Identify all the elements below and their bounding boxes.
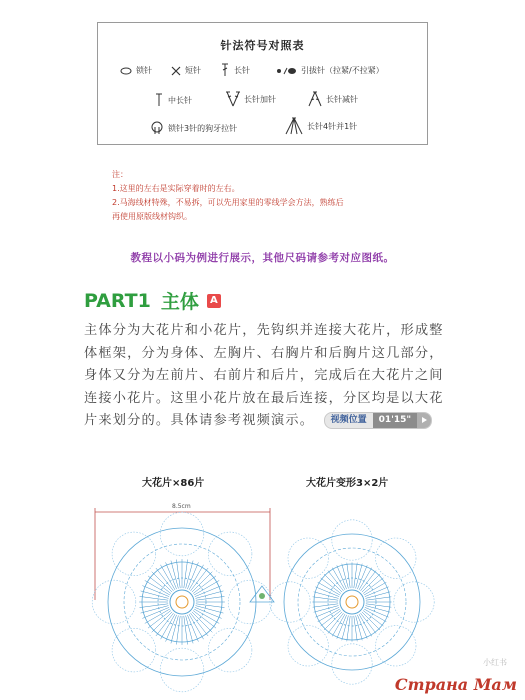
part-label: PART1 — [84, 289, 151, 312]
petal-arc — [376, 626, 416, 666]
stitch-spoke — [191, 568, 209, 591]
legend-dc-dec-label: 长针减针 — [326, 94, 358, 104]
stitch-spoke — [337, 615, 347, 639]
notes-block — [112, 168, 344, 224]
legend-chain-label: 锁针 — [136, 66, 152, 75]
legend-sc-label: 短针 — [185, 66, 201, 75]
legend-slip — [275, 65, 384, 76]
petal-arc — [92, 580, 136, 624]
stitch-spoke — [365, 587, 389, 597]
play-icon[interactable] — [417, 413, 431, 428]
petal-arc — [160, 648, 204, 692]
stitch-spoke — [365, 607, 389, 617]
figure-left-label: 大花片×86片 — [142, 478, 205, 489]
part-heading — [84, 287, 221, 314]
petal-arc — [160, 512, 204, 556]
dc-decrease-icon — [308, 91, 322, 107]
legend-picot-label: 锁针3针的狗牙拉针 — [168, 123, 238, 133]
notes-line-2: 2.马海线材特殊，不易拆，可以先用家里的零线学会方法，熟练后 — [112, 198, 344, 207]
watermark-small: 小红书 — [483, 658, 507, 667]
legend-hdc — [154, 93, 192, 107]
petal-arc — [332, 644, 372, 684]
stitch-spoke — [156, 613, 174, 636]
picot-icon — [150, 121, 164, 135]
legend-sc — [171, 65, 201, 76]
petal-arc — [332, 520, 372, 560]
paragraph-text: 主体分为大花片和小花片，先钩织并连接大花片，形成整体框架，分为身体、左胸片、右胸片和后胸片这几部分，身体又分为左前片、右前片和后片，完成后在大花片之间连接小花片。这里小花片放在最后连接，分区均是以大花片来划分的。具体请参考视频演示。 — [84, 323, 444, 428]
dimension-label: 8.5cm — [172, 503, 191, 510]
double-crochet-icon — [220, 63, 230, 77]
stitch-spoke — [357, 615, 367, 639]
stitch-spoke — [148, 576, 171, 594]
legend-hdc-label: 中长针 — [168, 95, 192, 105]
legend-dc-inc-label: 长针加针 — [244, 94, 276, 104]
legend-dc4tog — [285, 117, 357, 135]
stitch-spoke — [362, 574, 380, 592]
body-paragraph — [84, 320, 454, 433]
petal-arc — [288, 538, 328, 578]
stitch-legend-box — [97, 22, 428, 145]
single-crochet-icon — [171, 66, 181, 76]
stitch-spoke — [357, 565, 367, 589]
half-double-crochet-icon — [154, 93, 164, 107]
stitch-spoke — [324, 612, 342, 630]
stitch-spoke — [193, 576, 216, 594]
legend-dc4tog-label: 长针4针并1针 — [307, 121, 358, 131]
crochet-diagrams — [0, 490, 525, 700]
stitch-spoke — [324, 574, 342, 592]
slip-stitch-icon — [275, 67, 297, 75]
tutorial-subtitle: 教程以小码为例进行展示，其他尺码请参考对应图纸。 — [130, 252, 395, 264]
dc-increase-icon — [226, 91, 240, 107]
legend-chain — [120, 65, 152, 76]
legend-dc-inc — [226, 91, 276, 107]
stitch-spoke — [156, 568, 174, 591]
figure-right-label: 大花片变形3×2片 — [306, 478, 389, 489]
stitch-spoke — [362, 612, 380, 630]
site-watermark: Страна Мам — [394, 675, 517, 694]
variant-motif-diagram — [270, 520, 434, 684]
video-position-button[interactable] — [324, 412, 433, 429]
notes-title: 注： — [112, 170, 128, 179]
legend-dc-dec — [308, 91, 358, 107]
legend-title: 针法符号对照表 — [220, 39, 305, 52]
legend-dc — [220, 63, 250, 77]
dimension-bracket — [95, 503, 270, 600]
legend-slip-label: 引拔针（拉紧/不拉紧） — [301, 66, 384, 75]
notes-line-1: 1.这里的左右是实际穿着时的左右。 — [112, 184, 240, 193]
petal-arc — [288, 626, 328, 666]
stitch-spoke — [148, 611, 171, 629]
petal-arc — [394, 582, 434, 622]
stitch-spoke — [191, 613, 209, 636]
stitch-spoke — [315, 607, 339, 617]
stitch-spoke — [315, 587, 339, 597]
video-time: 01'15" — [373, 413, 418, 428]
notes-line-3: 再使用原版线材钩织。 — [112, 212, 192, 221]
legend-dc-label: 长针 — [234, 65, 250, 75]
part-badge: A — [207, 294, 221, 308]
chain-stitch-icon — [120, 67, 132, 75]
part-name: 主体 — [160, 291, 199, 313]
video-label: 视频位置 — [330, 414, 367, 425]
petal-arc — [376, 538, 416, 578]
stitch-spoke — [193, 611, 216, 629]
petal-arc — [270, 582, 310, 622]
dc4tog-icon — [285, 117, 303, 135]
stitch-spoke — [337, 565, 347, 589]
big-motif-diagram — [92, 512, 272, 692]
legend-picot — [150, 121, 237, 135]
